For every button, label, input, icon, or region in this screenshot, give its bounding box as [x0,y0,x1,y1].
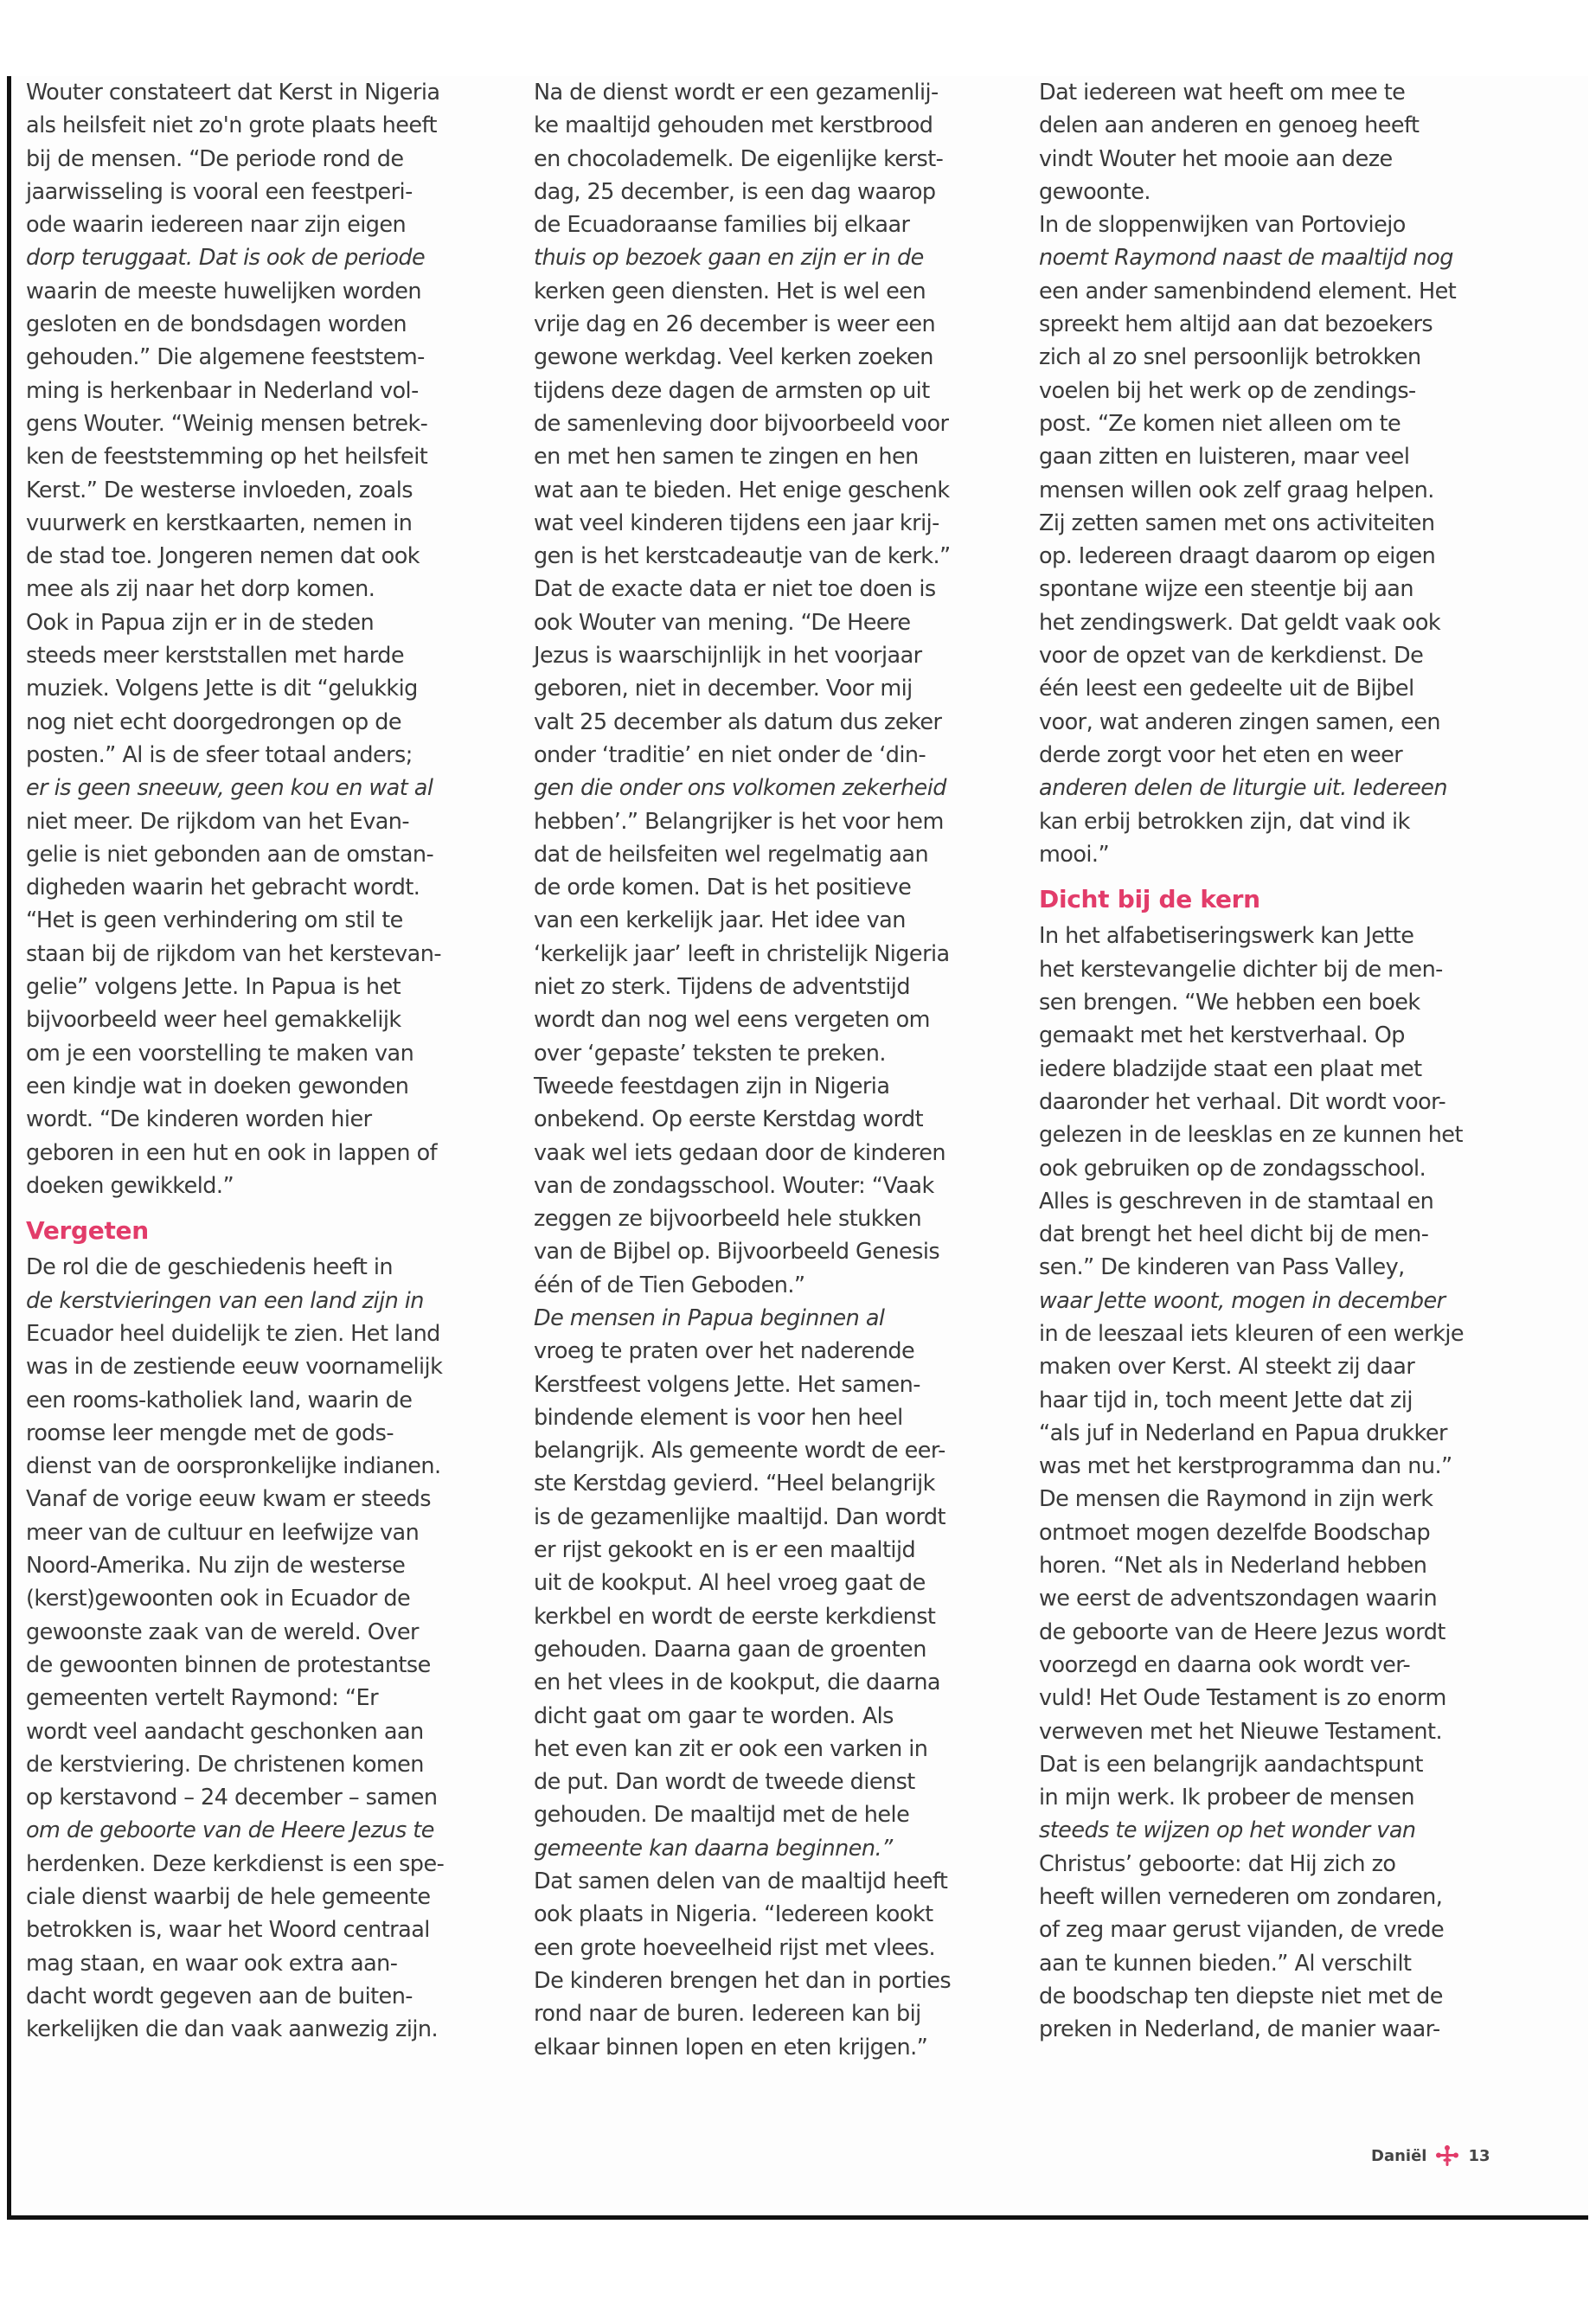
text-line: Wouter constateert dat Kerst in Nigeria [26,80,440,106]
text-line: sen.” De kinderen van Pass Valley, [1039,1254,1405,1281]
text-line: mag staan, en waar ook extra aan- [26,1950,398,1977]
text-line: over ‘gepaste’ teksten te preken. [534,1040,886,1067]
text-line: ‘kerkelijk jaar’ leeft in christelijk Nigeria [534,940,950,967]
text-line: doeken gewikkeld.” [26,1172,234,1199]
text-line: er rijst gekookt en is er een maaltijd [534,1537,916,1564]
text-line: één of de Tien Geboden.” [534,1272,805,1298]
text-line: steeds meer kerststallen met harde [26,643,405,670]
text-line: In het alfabetiseringswerk kan Jette [1039,923,1414,950]
text-line: een rooms-katholiek land, waarin de [26,1387,413,1413]
text-column-2 [534,76,951,2064]
text-line: (kerst)gewoonten ook in Ecuador de [26,1586,411,1612]
text-line: gehouden. Daarna gaan de groenten [534,1636,926,1663]
text-line: vuld! Het Oude Testament is zo enorm [1039,1685,1446,1712]
text-line: dicht gaat om gaar te worden. Als [534,1702,894,1729]
text-line: ook Wouter van mening. “De Heere [534,609,911,636]
text-line: thuis op bezoek gaan en zijn er in de [534,245,924,272]
text-line: zeggen ze bijvoorbeeld hele stukken [534,1206,922,1233]
text-line: gen die onder ons volkomen zekerheid [534,775,946,802]
text-line: rond naar de buren. Iedereen kan bij [534,2001,921,2028]
text-line: het zendingswerk. Dat geldt vaak ook [1039,609,1441,636]
text-line: In de sloppenwijken van Portoviejo [1039,212,1406,239]
text-line: ste Kerstdag gevierd. “Heel belangrijk [534,1471,935,1497]
text-line: waarin de meeste huwelijken worden [26,278,421,304]
text-line: wordt dan nog wel eens vergeten om [534,1007,930,1034]
text-line: gens Wouter. “Weinig mensen betrek- [26,410,428,437]
text-line: De mensen in Papua beginnen al [534,1304,885,1331]
text-line: waar Jette woont, mogen in december [1039,1287,1445,1314]
text-line: “Het is geen verhindering om stil te [26,907,403,934]
text-line: kerkbel en wordt de eerste kerkdienst [534,1603,936,1630]
text-line: spreekt hem altijd aan dat bezoekers [1039,311,1433,338]
magazine-name: Daniël [1371,2146,1427,2165]
text-line: gemeenten vertelt Raymond: “Er [26,1685,379,1712]
text-line: gelie” volgens Jette. In Papua is het [26,974,401,1001]
text-line: ke maaltijd gehouden met kerstbrood [534,112,933,139]
text-line: niet zo sterk. Tijdens de adventstijd [534,974,910,1001]
text-line: daaronder het verhaal. Dit wordt voor- [1039,1088,1446,1115]
text-line: van de zondagsschool. Wouter: “Vaak [534,1172,934,1199]
text-line: roomse leer mengde met de gods- [26,1420,394,1446]
text-line: voor, wat anderen zingen samen, een [1039,708,1440,735]
text-line: de stad toe. Jongeren nemen dat ook [26,543,420,570]
text-line: iedere bladzijde staat een plaat met [1039,1055,1422,1082]
text-line: vroeg te praten over het naderende [534,1338,915,1365]
text-line: gemeente kan daarna beginnen.” [534,1835,893,1862]
text-line: maken over Kerst. Al steekt zij daar [1039,1354,1415,1381]
text-line: ook plaats in Nigeria. “Iedereen kookt [534,1901,933,1928]
text-line: gesloten en de bondsdagen worden [26,311,407,338]
text-line: zich al zo snel persoonlijk betrokken [1039,344,1421,371]
text-line: uit de kookput. Al heel vroeg gaat de [534,1570,926,1597]
text-line: ook gebruiken op de zondagsschool. [1039,1155,1426,1182]
text-line: jaarwisseling is vooral een feestperi- [26,178,413,205]
text-line: derde zorgt voor het eten en weer [1039,741,1403,768]
text-line: Kerst.” De westerse invloeden, zoals [26,477,413,503]
page-footer [1371,2144,1490,2167]
text-line: ciale dienst waarbij de hele gemeente [26,1884,431,1911]
text-line: aan te kunnen bieden.” Al verschilt [1039,1950,1412,1977]
text-line: ming is herkenbaar in Nederland vol- [26,377,419,404]
text-line: als heilsfeit niet zo'n grote plaats heeft [26,112,437,139]
text-line: spontane wijze een steentje bij aan [1039,576,1413,603]
text-line: betrokken is, waar het Woord centraal [26,1917,430,1944]
text-line: is de gezamenlijke maaltijd. Dan wordt [534,1503,945,1530]
text-line: en met hen samen te zingen en hen [534,444,919,471]
text-line: ontmoet mogen dezelfde Boodschap [1039,1519,1431,1546]
text-line: Ecuador heel duidelijk te zien. Het land [26,1320,440,1347]
text-line: hebben’.” Belangrijker is het voor hem [534,808,944,835]
section-heading: Dicht bij de kern [1039,885,1260,914]
text-line: Zij zetten samen met ons activiteiten [1039,510,1435,536]
text-line: Kerstfeest volgens Jette. Het samen- [534,1371,920,1398]
text-line: “als juf in Nederland en Papua drukker [1039,1420,1447,1446]
text-line: om de geboorte van de Heere Jezus te [26,1817,434,1844]
text-line: vaak wel iets gedaan door de kinderen [534,1139,945,1166]
text-line: elkaar binnen lopen en eten krijgen.” [534,2034,928,2061]
text-line: gewoonste zaak van de wereld. Over [26,1618,419,1645]
text-line: was met het kerstprogramma dan nu.” [1039,1453,1452,1480]
text-line: staan bij de rijkdom van het kerstevan- [26,940,441,967]
text-line: Jezus is waarschijnlijk in het voorjaar [534,643,922,670]
text-line: van de Bijbel op. Bijvoorbeeld Genesis [534,1239,940,1266]
text-line: posten.” Al is de sfeer totaal anders; [26,741,413,768]
text-column-3 [1039,76,1464,2047]
text-line: dat brengt het heel dicht bij de men- [1039,1221,1429,1248]
text-line: van een kerkelijk jaar. Het idee van [534,907,906,934]
text-column-1 [26,76,444,2047]
text-line: vuurwerk en kerstkaarten, nemen in [26,510,413,536]
text-line: voelen bij het werk op de zendings- [1039,377,1416,404]
text-line: de kerstviering. De christenen komen [26,1751,424,1778]
text-line: bij de mensen. “De periode rond de [26,145,404,172]
text-line: de orde komen. Dat is het positieve [534,875,912,901]
text-line: dacht wordt gegeven aan de buiten- [26,1983,413,2009]
text-line: steeds te wijzen op het wonder van [1039,1817,1416,1844]
text-line: vrije dag en 26 december is weer een [534,311,936,338]
text-line: heeft willen vernederen om zondaren, [1039,1884,1443,1911]
text-line: en het vlees in de kookput, die daarna [534,1670,941,1696]
text-line: Tweede feestdagen zijn in Nigeria [534,1073,890,1099]
text-line: het even kan zit er ook een varken in [534,1735,928,1762]
text-line: een ander samenbindend element. Het [1039,278,1457,304]
text-line: op. Iedereen draagt daarom op eigen [1039,543,1436,570]
text-line: de put. Dan wordt de tweede dienst [534,1769,915,1796]
text-line: Dat samen delen van de maaltijd heeft [534,1868,948,1895]
text-line: kerkelijken die dan vaak aanwezig zijn. [26,2016,439,2043]
text-line: gemaakt met het kerstverhaal. Op [1039,1022,1405,1049]
text-line: wordt veel aandacht geschonken aan [26,1718,424,1745]
text-line: mensen willen ook zelf graag helpen. [1039,477,1434,503]
text-line: één leest een gedeelte uit de Bijbel [1039,676,1414,702]
text-line: ken de feeststemming op het heilsfeit [26,444,428,471]
text-line: dag, 25 december, is een dag waarop [534,178,936,205]
text-line: vindt Wouter het mooie aan deze [1039,145,1393,172]
text-line: bindende element is voor hen heel [534,1404,903,1431]
text-line: nog niet echt doorgedrongen op de [26,708,402,735]
text-line: anderen delen de liturgie uit. Iedereen [1039,775,1447,802]
text-line: gaan zitten en luisteren, maar veel [1039,444,1410,471]
text-line: we eerst de adventszondagen waarin [1039,1586,1438,1612]
text-line: Noord-Amerika. Nu zijn de westerse [26,1553,406,1580]
text-line: niet meer. De rijkdom van het Evan- [26,808,410,835]
text-line: en chocolademelk. De eigenlijke kerst- [534,145,944,172]
text-line: Dat iedereen wat heeft om mee te [1039,80,1406,106]
text-line: er is geen sneeuw, geen kou en wat al [26,775,433,802]
text-line: voor de opzet van de kerkdienst. De [1039,643,1424,670]
fleur-de-lis-icon [1435,2144,1459,2167]
text-line: gehouden.” Die algemene feeststem- [26,344,425,371]
text-line: gewoonte. [1039,178,1151,205]
text-line: tijdens deze dagen de armsten op uit [534,377,930,404]
text-line: wordt. “De kinderen worden hier [26,1106,372,1133]
text-line: noemt Raymond naast de maaltijd nog [1039,245,1453,272]
text-line: delen aan anderen en genoeg heeft [1039,112,1420,139]
text-line: in mijn werk. Ik probeer de mensen [1039,1785,1415,1811]
text-line: muziek. Volgens Jette is dit “gelukkig [26,676,418,702]
text-line: dorp teruggaat. Dat is ook de periode [26,245,426,272]
text-line: ode waarin iedereen naar zijn eigen [26,212,407,239]
text-line: wat veel kinderen tijdens een jaar krij- [534,510,939,536]
text-line: onbekend. Op eerste Kerstdag wordt [534,1106,924,1133]
text-line: op kerstavond – 24 december – samen [26,1785,438,1811]
text-line: was in de zestiende eeuw voornamelijk [26,1354,443,1381]
text-line: De kinderen brengen het dan in porties [534,1967,952,1994]
text-line: of zeg maar gerust vijanden, de vrede [1039,1917,1445,1944]
text-line: dat de heilsfeiten wel regelmatig aan [534,841,929,868]
text-line: De mensen die Raymond in zijn werk [1039,1486,1433,1513]
text-line: kan erbij betrokken zijn, dat vind ik [1039,808,1410,835]
text-line: de kerstvieringen van een land zijn in [26,1287,424,1314]
text-line: Ook in Papua zijn er in de steden [26,609,375,636]
text-line: Alles is geschreven in de stamtaal en [1039,1188,1434,1215]
text-line: De rol die de geschiedenis heeft in [26,1254,393,1281]
page-number: 13 [1468,2146,1490,2165]
text-line: meer van de cultuur en leefwijze van [26,1519,420,1546]
text-line: belangrijk. Als gemeente wordt de eer- [534,1438,945,1465]
text-line: gen is het kerstcadeautje van de kerk.” [534,543,951,570]
text-line: gelezen in de leesklas en ze kunnen het [1039,1122,1463,1149]
text-line: in de leeszaal iets kleuren of een werkje [1039,1320,1464,1347]
text-line: mee als zij naar het dorp komen. [26,576,375,603]
text-line: Dat de exacte data er niet toe doen is [534,576,936,603]
text-line: herdenken. Deze kerkdienst is een spe- [26,1850,445,1877]
text-line: het kerstevangelie dichter bij de men- [1039,956,1443,983]
text-line: de Ecuadoraanse families bij elkaar [534,212,910,239]
text-line: geboren, niet in december. Voor mij [534,676,913,702]
text-line: geboren in een hut en ook in lappen of [26,1139,438,1166]
text-line: Dat is een belangrijk aandachtspunt [1039,1751,1423,1778]
text-line: valt 25 december als datum dus zeker [534,708,942,735]
text-line: digheden waarin het gebracht wordt. [26,875,420,901]
text-line: horen. “Net als in Nederland hebben [1039,1553,1427,1580]
text-line: de gewoonten binnen de protestantse [26,1651,431,1678]
text-line: preken in Nederland, de manier waar- [1039,2016,1440,2043]
text-line: kerken geen diensten. Het is wel een [534,278,926,304]
text-line: een grote hoeveelheid rijst met vlees. [534,1934,936,1961]
text-line: onder ‘traditie’ en niet onder de ‘din- [534,741,926,768]
text-line: om je een voorstelling te maken van [26,1040,414,1067]
text-line: gewone werkdag. Veel kerken zoeken [534,344,933,371]
text-line: gehouden. De maaltijd met de hele [534,1802,910,1829]
text-line: voorzegd en daarna ook wordt ver- [1039,1651,1411,1678]
text-line: Christus’ geboorte: dat Hij zich zo [1039,1850,1396,1877]
text-line: een kindje wat in doeken gewonden [26,1073,409,1099]
text-line: de samenleving door bijvoorbeeld voor [534,410,949,437]
text-line: Vanaf de vorige eeuw kwam er steeds [26,1486,432,1513]
text-line: Na de dienst wordt er een gezamenlij- [534,80,939,106]
section-heading: Vergeten [26,1216,149,1246]
text-line: wat aan te bieden. Het enige geschenk [534,477,950,503]
text-line: haar tijd in, toch meent Jette dat zij [1039,1387,1413,1413]
text-line: de boodschap ten diepste niet met de [1039,1983,1443,2009]
text-line: mooi.” [1039,841,1110,868]
text-line: de geboorte van de Heere Jezus wordt [1039,1618,1445,1645]
text-line: sen brengen. “We hebben een boek [1039,990,1420,1016]
text-line: post. “Ze komen niet alleen om te [1039,410,1401,437]
text-line: bijvoorbeeld weer heel gemakkelijk [26,1007,401,1034]
text-line: verweven met het Nieuwe Testament. [1039,1718,1443,1745]
text-line: gelie is niet gebonden aan de omstan- [26,841,434,868]
text-line: dienst van de oorspronkelijke indianen. [26,1453,441,1480]
